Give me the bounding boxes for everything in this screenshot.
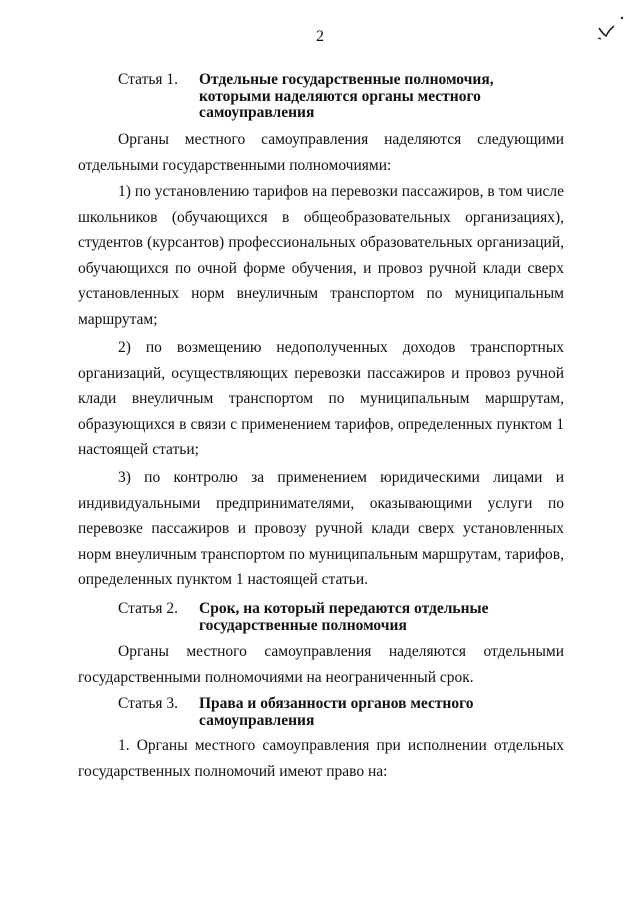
article-3-title: Права и обязанности органов местного самоуправления (199, 695, 474, 729)
paragraph-3: 2) по возмещению недополученных доходов транспортных организаций, осуществляющих перевозки пассажиров и провоз ручной клади внеуличным транспортом по муниципальным маршрутам, образующихся в связи с применением тарифов, определенных пунктом 1 настоящей статьи; (78, 339, 564, 459)
paragraph-2: 1) по установлению тарифов на перевозки пассажиров, в том числе школьников (обучающихся в общеобразовательных организациях), студентов (курсантов) профессиональных образовательных организаций, обучающихся по очной форме обучения, и провоз ручной клади сверх установленных норм внеуличным транспортом по муниципальным маршрутам; (78, 183, 564, 328)
article-1-label: Статья 1. (118, 71, 179, 88)
page-number: 2 (316, 28, 324, 45)
article-2-title: Срок, на который передаются отдельные государственные полномочия (199, 600, 489, 634)
article-3-label: Статья 3. (118, 695, 179, 712)
handwritten-mark (594, 14, 628, 44)
article-1-heading (118, 72, 558, 122)
paragraph-5: Органы местного самоуправления наделяются отдельными государственными полномочиями на неограниченный срок. (78, 643, 564, 686)
paragraph-6: 1. Органы местного самоуправления при исполнении отдельных государственных полномочий имеют право на: (78, 737, 564, 780)
article-2-label: Статья 2. (118, 600, 179, 617)
article-3-heading (118, 696, 558, 729)
article-1-title: Отдельные государственные полномочия, которыми наделяются органы местного самоуправления (199, 71, 494, 121)
paragraph-1: Органы местного самоуправления наделяются следующими отдельными государственными полномочиями: (78, 131, 564, 174)
article-2-heading (118, 601, 558, 634)
paragraph-4: 3) по контролю за применением юридическими лицами и индивидуальными предпринимателями, оказывающими услуги по перевозке пассажиров и провозу ручной клади сверх установленных норм внеуличным транспортом по муниципальным маршрутам, тарифов, определенных пунктом 1 настоящей статьи. (78, 469, 564, 589)
